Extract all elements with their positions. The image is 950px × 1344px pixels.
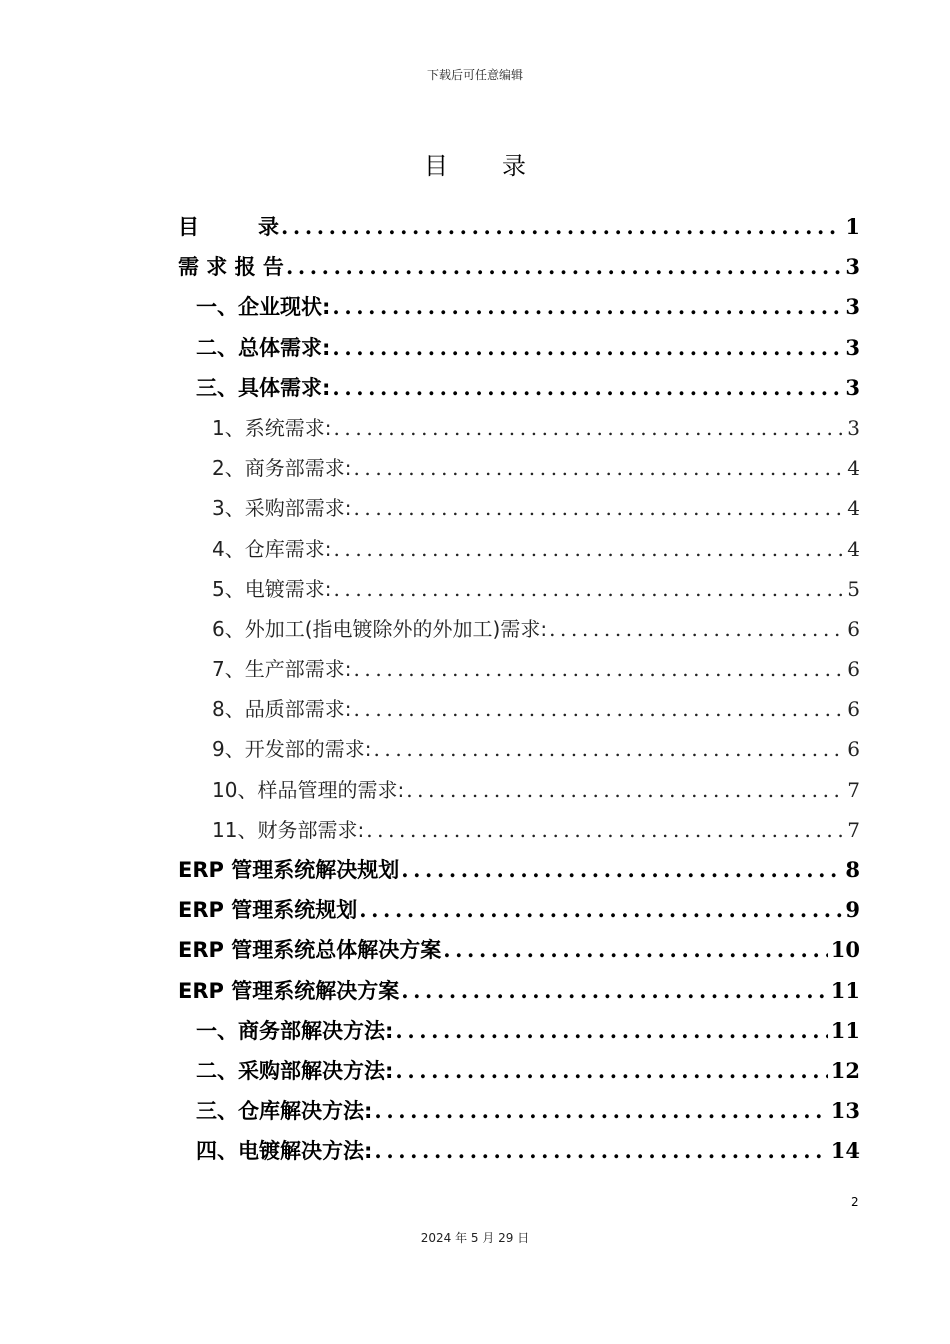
- toc-leader-dots: [366, 810, 844, 850]
- toc-leader-dots: [374, 1091, 827, 1131]
- toc-entry[interactable]: [178, 729, 860, 769]
- toc-leader-dots: [401, 850, 842, 890]
- toc-entry-page: 14: [830, 1138, 860, 1164]
- toc-entry[interactable]: [178, 1131, 860, 1171]
- toc-leader-dots: [333, 408, 844, 448]
- toc-leader-dots: [332, 287, 842, 327]
- toc-leader-dots: [332, 368, 842, 408]
- toc-entry-label: 7、生产部需求:: [212, 657, 352, 682]
- toc-entry-label: 10、样品管理的需求:: [212, 777, 405, 802]
- toc-entry-label: 一、企业现状:: [196, 295, 331, 320]
- toc-entry[interactable]: [178, 488, 860, 528]
- toc-entry[interactable]: [178, 247, 860, 287]
- toc-entry-label: 三、仓库解决方法:: [196, 1099, 373, 1124]
- toc-entry-page: 10: [830, 937, 860, 963]
- table-of-contents: [178, 207, 860, 1172]
- toc-entry-label: 5、电镀需求:: [212, 576, 332, 601]
- toc-entry-label: 需 求 报 告: [178, 255, 284, 280]
- toc-leader-dots: [353, 689, 844, 729]
- toc-entry-label: 1、系统需求:: [212, 415, 332, 440]
- toc-entry-label: 11、财务部需求:: [212, 817, 365, 842]
- toc-entry-page: 11: [830, 1017, 860, 1043]
- toc-leader-dots: [549, 609, 844, 649]
- toc-leader-dots: [353, 488, 844, 528]
- toc-entry-label: ERP 管理系统解决方案: [178, 978, 400, 1003]
- toc-leader-dots: [333, 529, 844, 569]
- toc-entry-label: 3、采购部需求:: [212, 496, 352, 521]
- toc-entry[interactable]: [178, 569, 860, 609]
- toc-leader-dots: [281, 207, 842, 247]
- toc-leader-dots: [401, 971, 828, 1011]
- toc-entry[interactable]: [178, 1091, 860, 1131]
- toc-entry-page: 3: [845, 374, 860, 400]
- toc-entry[interactable]: [178, 689, 860, 729]
- toc-entry[interactable]: [178, 770, 860, 810]
- toc-entry-page: 6: [847, 616, 860, 641]
- toc-entry-page: 4: [847, 456, 860, 481]
- toc-entry-page: 3: [847, 415, 860, 440]
- toc-entry-page: 6: [847, 697, 860, 722]
- toc-entry-page: 3: [845, 294, 860, 320]
- toc-leader-dots: [353, 448, 844, 488]
- toc-entry-page: 3: [845, 334, 860, 360]
- toc-entry-page: 5: [847, 576, 860, 601]
- toc-leader-dots: [395, 1011, 827, 1051]
- toc-entry-label: 一、商务部解决方法:: [196, 1018, 394, 1043]
- toc-entry[interactable]: [178, 207, 860, 247]
- toc-entry-label: 6、外加工(指电镀除外的外加工)需求:: [212, 616, 548, 641]
- toc-leader-dots: [374, 1131, 827, 1171]
- toc-entry-label: 目 录: [178, 215, 279, 239]
- title-char-1: 目: [424, 152, 448, 180]
- toc-entry[interactable]: [178, 930, 860, 970]
- toc-entry[interactable]: [178, 328, 860, 368]
- toc-entry[interactable]: [178, 408, 860, 448]
- toc-entry-page: 6: [847, 657, 860, 682]
- toc-entry-page: 7: [847, 817, 860, 842]
- toc-leader-dots: [373, 729, 844, 769]
- toc-entry-page: 12: [830, 1057, 860, 1083]
- toc-entry-page: 8: [845, 857, 860, 882]
- toc-entry-page: 6: [847, 737, 860, 762]
- toc-entry[interactable]: [178, 448, 860, 488]
- toc-entry-label: 2、商务部需求:: [212, 456, 352, 481]
- toc-entry-page: 1: [845, 214, 860, 239]
- toc-entry[interactable]: [178, 850, 860, 890]
- toc-entry-page: 11: [830, 977, 860, 1003]
- toc-entry-page: 4: [847, 496, 860, 521]
- toc-entry-label: 8、品质部需求:: [212, 697, 352, 722]
- toc-leader-dots: [332, 328, 842, 368]
- toc-leader-dots: [359, 890, 842, 930]
- toc-entry-label: 二、总体需求:: [196, 335, 331, 360]
- toc-entry-label: ERP 管理系统规划: [178, 898, 358, 923]
- toc-entry-label: 4、仓库需求:: [212, 536, 332, 561]
- toc-entry-label: 四、电镀解决方法:: [196, 1139, 373, 1164]
- toc-entry[interactable]: [178, 287, 860, 327]
- title-char-2: 录: [502, 152, 526, 180]
- toc-entry[interactable]: [178, 971, 860, 1011]
- toc-entry[interactable]: [178, 1011, 860, 1051]
- page-number: 2: [851, 1195, 859, 1209]
- toc-entry[interactable]: [178, 649, 860, 689]
- toc-leader-dots: [286, 247, 842, 287]
- page-footer-date: 2024 年 5 月 29 日: [420, 1231, 530, 1245]
- toc-entry-label: 二、采购部解决方法:: [196, 1058, 394, 1083]
- toc-entry-page: 9: [845, 897, 860, 923]
- toc-entry-page: 7: [847, 777, 860, 802]
- toc-entry-label: ERP 管理系统解决规划: [178, 858, 400, 882]
- toc-entry-page: 3: [845, 254, 860, 280]
- toc-entry-page: 13: [830, 1098, 860, 1124]
- toc-entry[interactable]: [178, 609, 860, 649]
- toc-leader-dots: [443, 930, 828, 970]
- toc-entry[interactable]: [178, 810, 860, 850]
- toc-leader-dots: [395, 1051, 827, 1091]
- toc-leader-dots: [353, 649, 844, 689]
- toc-entry-label: 三、具体需求:: [196, 375, 331, 400]
- toc-entry[interactable]: [178, 368, 860, 408]
- toc-entry[interactable]: [178, 529, 860, 569]
- page-header: 下载后可任意编辑: [426, 68, 523, 82]
- toc-entry-label: ERP 管理系统总体解决方案: [178, 938, 442, 963]
- toc-entry-label: 9、开发部的需求:: [212, 737, 372, 762]
- toc-entry-page: 4: [847, 536, 860, 561]
- toc-title: [0, 146, 950, 181]
- toc-entry[interactable]: [178, 890, 860, 930]
- toc-leader-dots: [333, 569, 844, 609]
- toc-entry[interactable]: [178, 1051, 860, 1091]
- toc-leader-dots: [406, 770, 844, 810]
